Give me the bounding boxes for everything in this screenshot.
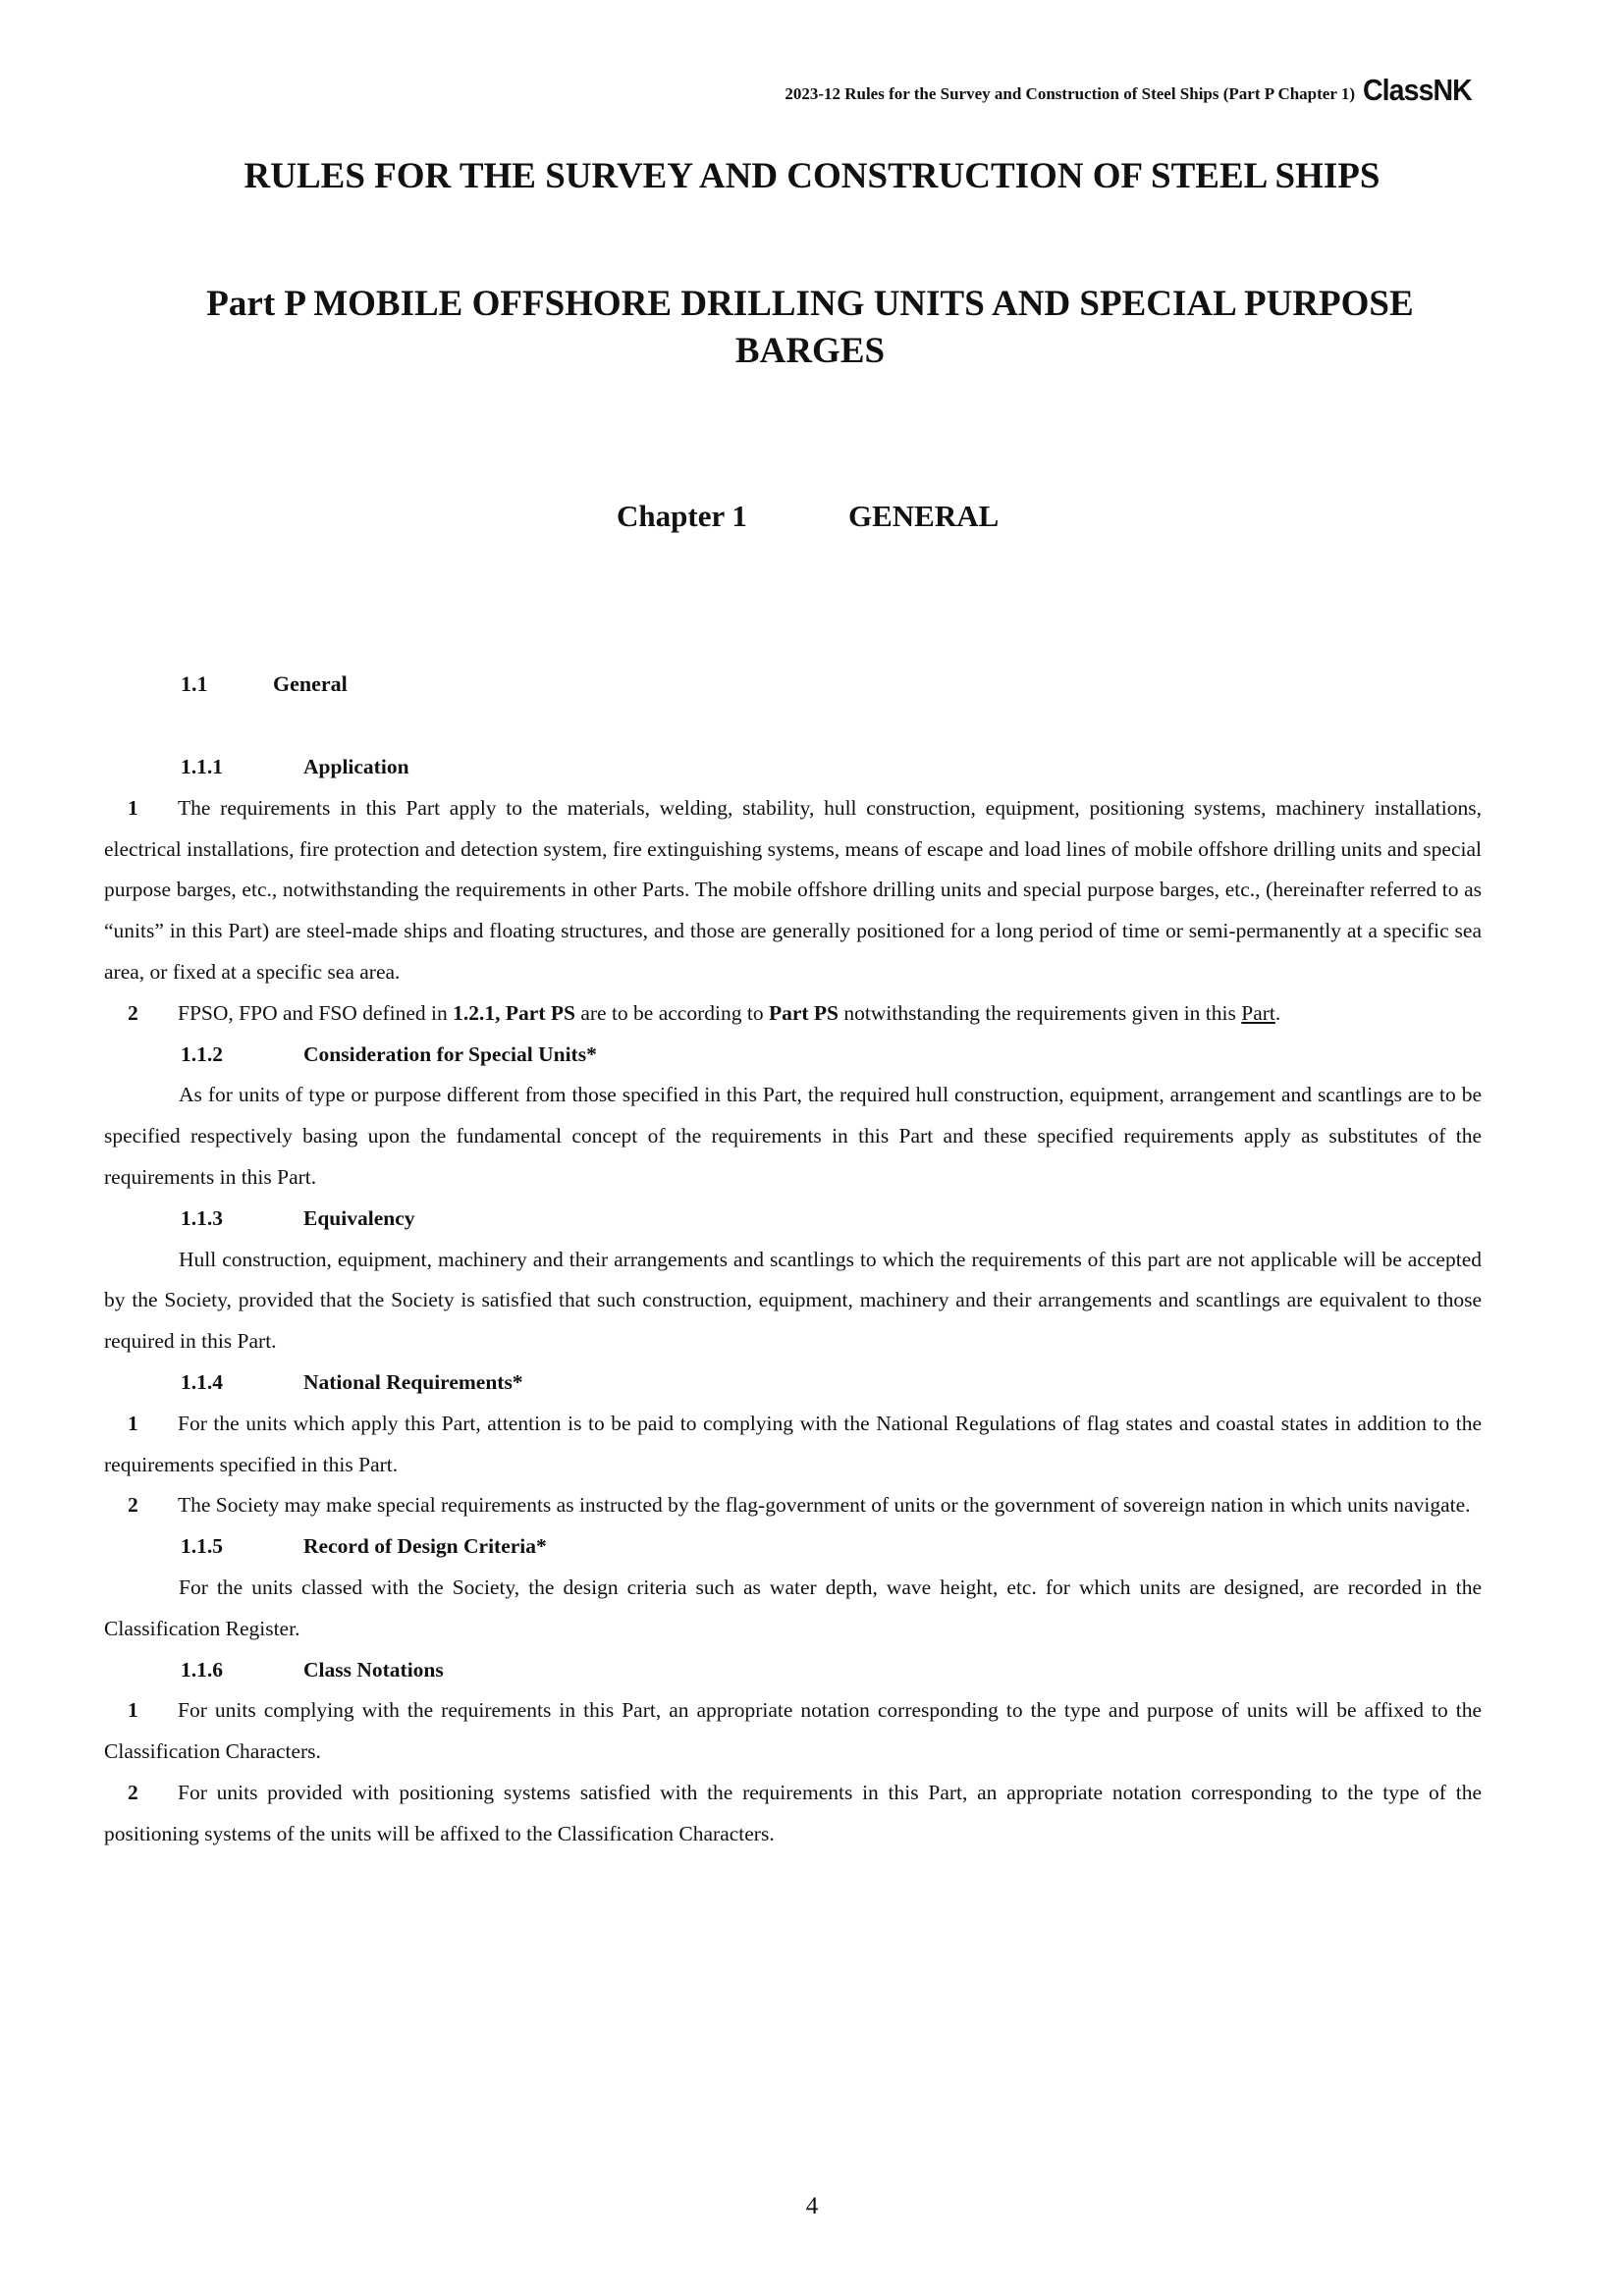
section-number: 1.1 [181, 671, 208, 696]
chapter-number: Chapter 1 [617, 499, 747, 533]
paragraph-1-1-5: For the units classed with the Society, the design criteria such as water depth, wave height, etc. for which units are designed, are recorded in the Classification Register. [104, 1575, 1482, 1640]
underlined-text: Part [1241, 1000, 1275, 1025]
paragraph-1-1-3: Hull construction, equipment, machinery and their arrangements and scantlings to which the requirements of this part are not applicable will be accepted by the Society, provided that the Society is satisfied that such construction, equipment, machinery and their arrangements and scantlings are equivalent to those required in this Part. [104, 1247, 1482, 1354]
subsection-heading-1-1-1 [157, 747, 1482, 788]
paragraph-1-1-2: As for units of type or purpose different from those specified in this Part, the required hull construction, equipment, arrangement and scantlings are to be specified respectively basing upon the fundamental concept of the requirements in this Part and these specified requirements apply as substitutes of the requirements in this Part. [104, 1083, 1482, 1189]
paragraph-text: The requirements in this Part apply to the materials, welding, stability, hull construction, equipment, positioning systems, machinery installations, electrical installations, fire protection and detection system, fire extinguishing systems, means of escape and load lines of mobile offshore drilling units and special purpose barges, etc., notwithstanding the requirements in other Parts. The mobile offshore drilling units and special purpose barges, etc., (hereinafter referred to as “units” in this Part) are steel-made ships and floating structures, and those are generally positioned for a long period of time or semi-permanently at a specific sea area, or fixed at a specific sea area. [104, 795, 1482, 984]
paragraph-text: For units provided with positioning systems satisfied with the requirements in this Part, an appropriate notation corresponding to the type of the positioning systems of the units will be affixed to the Classification Characters. [104, 1780, 1482, 1845]
paragraph-1-1-1-2 [104, 993, 1482, 1035]
running-header: 2023-12 Rules for the Survey and Construction of Steel Ships (Part P Chapter 1) [785, 84, 1355, 103]
subsection-title: Application [303, 755, 409, 778]
paragraph-text: notwithstanding the requirements given in this [839, 1000, 1242, 1025]
paragraph-1-1-6-1 [104, 1690, 1482, 1773]
subsection-title: National Requirements* [303, 1369, 523, 1394]
subsection-heading-1-1-5 [157, 1526, 1482, 1568]
document-body [104, 747, 1482, 1855]
subsection-number: 1.1.6 [181, 1657, 223, 1682]
subsection-heading-1-1-3 [157, 1199, 1482, 1240]
subsection-heading-1-1-6 [157, 1650, 1482, 1691]
main-title: RULES FOR THE SURVEY AND CONSTRUCTION OF STEEL SHIPS [244, 156, 1380, 196]
paragraph-number: 2 [128, 1493, 138, 1518]
subsection-heading-1-1-4 [157, 1362, 1482, 1404]
paragraph-text: For the units which apply this Part, attention is to be paid to complying with the National Regulations of flag states and coastal states in addition to the requirements specified in this Part. [104, 1411, 1482, 1476]
subsection-title: Class Notations [303, 1657, 444, 1682]
paragraph-1-1-4-1 [104, 1404, 1482, 1486]
subsection-number: 1.1.5 [181, 1534, 223, 1559]
paragraph-number: 1 [128, 1698, 138, 1723]
subsection-number: 1.1.4 [181, 1369, 223, 1394]
part-title: Part P MOBILE OFFSHORE DRILLING UNITS AND SPECIAL PURPOSE BARGES [206, 284, 1414, 371]
subsection-number: 1.1.2 [181, 1041, 223, 1066]
chapter-name: GENERAL [848, 499, 1000, 533]
page-number: 4 [805, 2193, 819, 2219]
paragraph-1-1-1-1 [104, 788, 1482, 993]
paragraph-text: are to be according to [574, 1000, 769, 1025]
paragraph-number: 1 [128, 795, 138, 820]
paragraph-number: 1 [128, 1411, 138, 1435]
subsection-title: Equivalency [303, 1205, 415, 1230]
paragraph-number: 2 [128, 1780, 138, 1804]
cross-reference: 1.2.1, Part PS [453, 1000, 575, 1025]
section-title: General [273, 671, 348, 696]
subsection-number: 1.1.1 [181, 755, 223, 778]
paragraph-text: The Society may make special requirements as instructed by the flag-government of units or the government of sovereign nation in which units navigate. [178, 1493, 1471, 1518]
paragraph-number: 2 [128, 1000, 138, 1025]
cross-reference: Part PS [768, 1000, 839, 1025]
paragraph-1-1-6-2 [104, 1773, 1482, 1855]
paragraph-text: FPSO, FPO and FSO defined in [178, 1000, 454, 1025]
classnk-logo: ClassNK [1363, 73, 1472, 107]
subsection-title: Record of Design Criteria* [303, 1534, 547, 1559]
subsection-title: Consideration for Special Units* [303, 1041, 597, 1066]
subsection-number: 1.1.3 [181, 1205, 223, 1230]
paragraph-text: . [1274, 1000, 1281, 1025]
paragraph-text: For units complying with the requirements in this Part, an appropriate notation corresponding to the type and purpose of units will be affixed to the Classification Characters. [104, 1698, 1482, 1764]
paragraph-1-1-4-2 [104, 1485, 1482, 1526]
subsection-heading-1-1-2 [157, 1035, 1482, 1076]
